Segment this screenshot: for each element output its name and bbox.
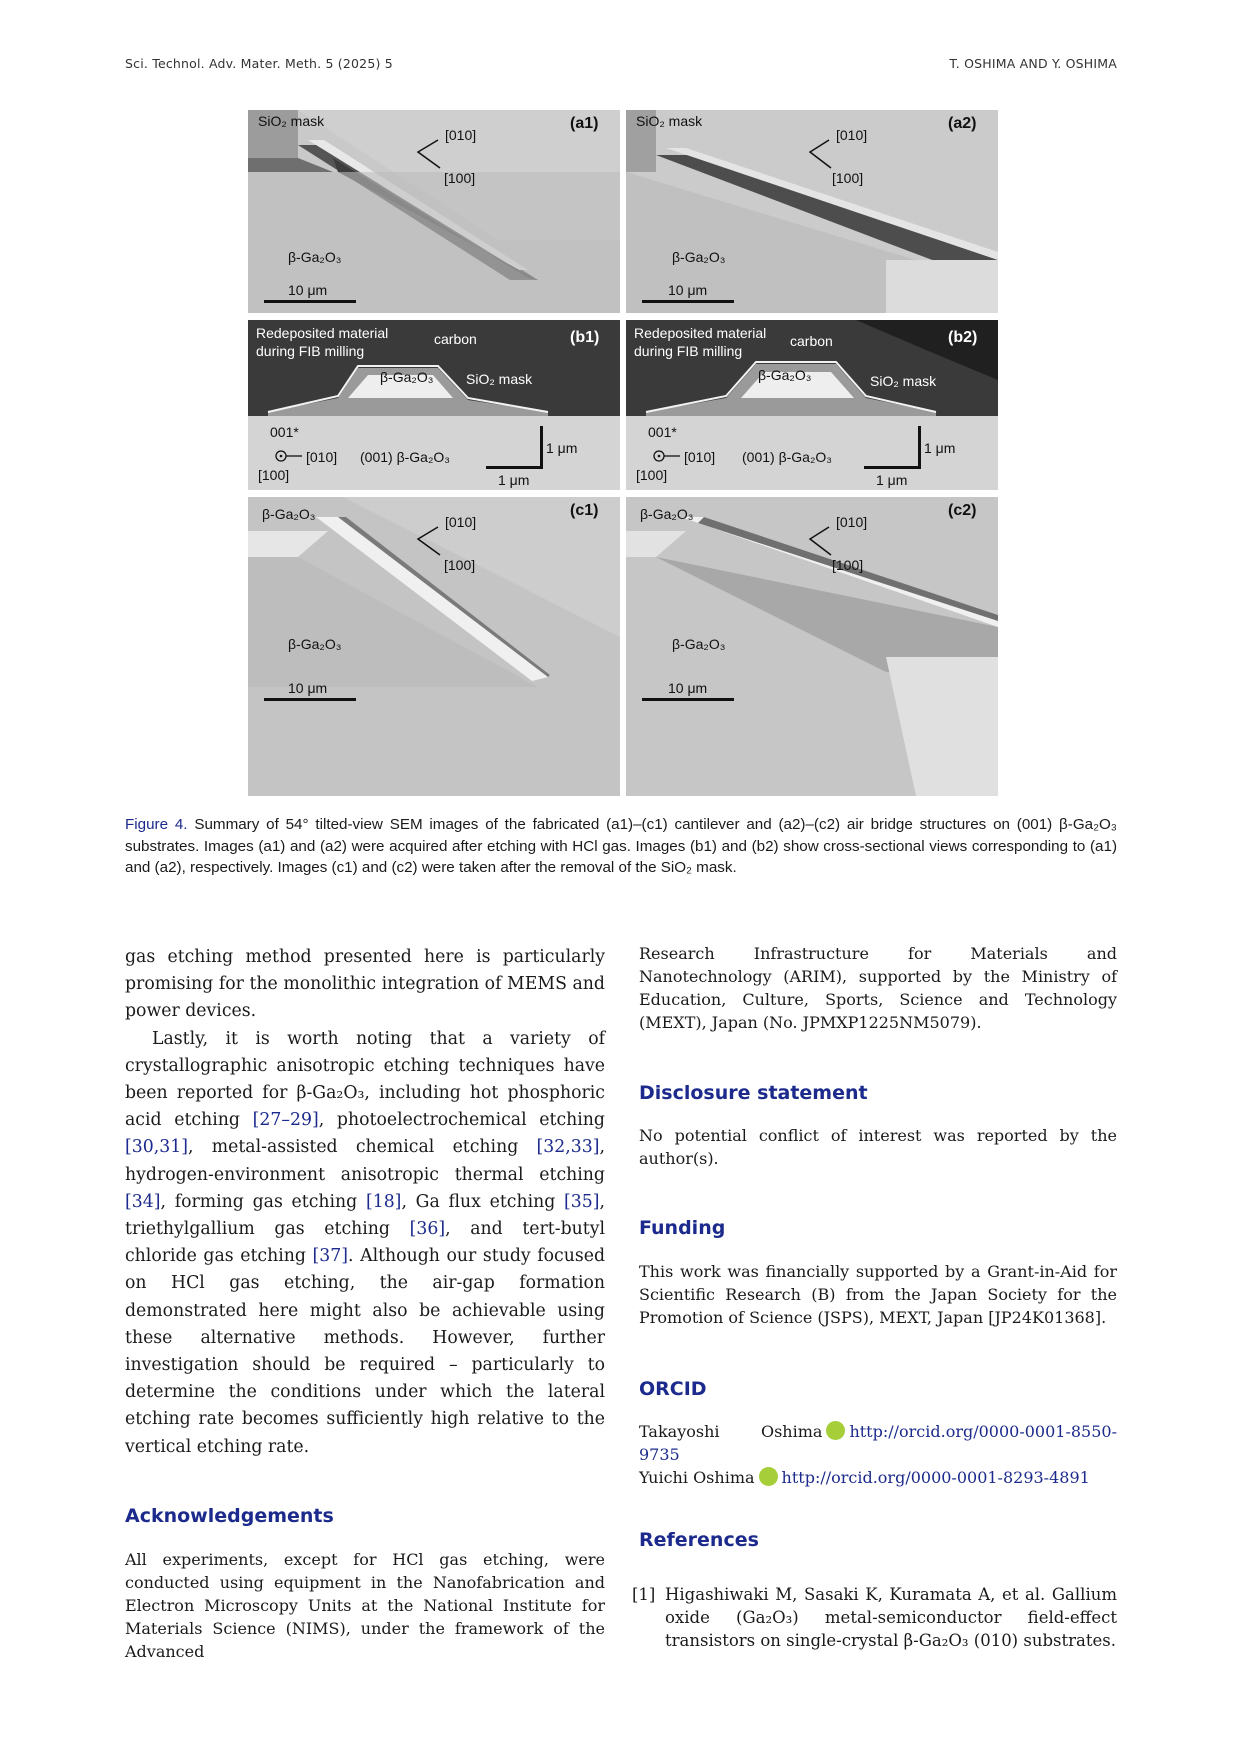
a1-mask-label: SiO₂ mask bbox=[258, 113, 325, 129]
figure-4 bbox=[248, 110, 998, 796]
orcid-entry-1: Takayoshi Oshima http://orcid.org/0000-0001-8550-9735 bbox=[639, 1422, 1117, 1464]
b1-label: (b1) bbox=[570, 329, 600, 346]
citation-link[interactable]: [27–29] bbox=[252, 1110, 319, 1131]
a2-label: (a2) bbox=[948, 115, 977, 132]
b1-axis-001: 001* bbox=[270, 424, 299, 440]
c1-dir-100: [100] bbox=[444, 557, 476, 573]
reference-text: Higashiwaki M, Sasaki K, Kuramata A, et al. Gallium oxide (Ga₂O₃) metal-semiconductor field-effect transistors on single-crystal β-Ga₂O₃ (010) substrates. bbox=[665, 1585, 1117, 1650]
reference-number: [1] bbox=[632, 1585, 656, 1604]
orcid-icon bbox=[826, 1421, 845, 1440]
b2-mask: SiO₂ mask bbox=[870, 373, 937, 389]
a1-dir-100: [100] bbox=[444, 170, 476, 186]
b1-axis-010: [010] bbox=[306, 449, 338, 465]
panel-a2 bbox=[626, 110, 998, 313]
orcid-list bbox=[639, 1420, 1117, 1489]
figure-caption-text: Summary of 54° tilted-view SEM images of the fabricated (a1)–(c1) cantilever and (a2)–(c2) air bridge structures on (001) β-Ga₂O₃ substrates. Images (a1) and (a2) were acquired after etching with HCl gas. Images (b1) and (b2) show cross-sectional views corresponding to (a1) and (a2), respectively. Images (c1) and (c2) were taken after the removal of the SiO₂ mask. bbox=[125, 816, 1117, 876]
a1-material: β-Ga₂O₃ bbox=[288, 249, 342, 265]
citation-link[interactable]: [30,31] bbox=[125, 1137, 188, 1158]
b2-scale-h: 1 μm bbox=[876, 472, 908, 488]
b2-axis-001: 001* bbox=[648, 424, 677, 440]
c1-top: β-Ga₂O₃ bbox=[262, 506, 316, 522]
b1-substrate: (001) β-Ga₂O₃ bbox=[360, 449, 450, 465]
a1-dir-010: [010] bbox=[445, 127, 477, 143]
references-heading: References bbox=[639, 1529, 759, 1551]
figure-caption bbox=[125, 814, 1117, 879]
figure-caption-label: Figure 4. bbox=[125, 816, 188, 833]
citation-link[interactable]: [34] bbox=[125, 1191, 161, 1212]
a2-material: β-Ga₂O₃ bbox=[672, 249, 726, 265]
a2-mask-label: SiO₂ mask bbox=[636, 113, 703, 129]
c1-dir-010: [010] bbox=[445, 514, 477, 530]
c2-dir-010: [010] bbox=[836, 514, 868, 530]
left-column bbox=[125, 944, 605, 1461]
orcid-entry-2: Yuichi Oshima http://orcid.org/0000-0001-8293-4891 bbox=[639, 1468, 1090, 1487]
citation-link[interactable]: [32,33] bbox=[536, 1137, 600, 1158]
b1-carbon: carbon bbox=[434, 331, 477, 347]
a1-scale: 10 μm bbox=[288, 282, 328, 298]
b1-scale-v: 1 μm bbox=[546, 440, 578, 456]
running-header-authors: T. OSHIMA AND Y. OSHIMA bbox=[949, 56, 1117, 71]
c2-label: (c2) bbox=[948, 502, 977, 519]
a2-dir-100: [100] bbox=[832, 170, 864, 186]
paragraph-2: Lastly, it is worth noting that a variety of crystallographic anisotropic etching techniques have been reported for β-Ga₂O₃, including hot phosphoric acid etching [27–29], photoelectrochemical etching [30,31], metal-assisted chemical etching [32,33], hydrogen-environment anisotropic thermal etching [34], forming gas etching [18], Ga flux etching [35], triethylgallium gas etching [36], and tert-butyl chloride gas etching [37]. Although our study focused on HCl gas etching, the air-gap formation demonstrated here might also be achievable using these alternative methods. However, further investigation should be required – particularly to determine the conditions under which the lateral etching rate becomes sufficiently high relative to the vertical etching rate. bbox=[125, 1028, 606, 1457]
b2-label: (b2) bbox=[948, 329, 978, 346]
acknowledgements-text: All experiments, except for HCl gas etching, were conducted using equipment in the Nanofabrication and Electron Microscopy Units at the National Institute for Materials Science (NIMS), under the framework of the Advanced bbox=[125, 1550, 605, 1661]
panel-a1 bbox=[248, 110, 620, 313]
running-header-journal: Sci. Technol. Adv. Mater. Meth. 5 (2025) 5 bbox=[125, 56, 393, 71]
a1-label: (a1) bbox=[570, 115, 599, 132]
citation-link[interactable]: [35] bbox=[564, 1191, 600, 1212]
citation-link[interactable]: [36] bbox=[409, 1219, 446, 1240]
b2-scale-v: 1 μm bbox=[924, 440, 956, 456]
c1-label: (c1) bbox=[570, 502, 599, 519]
b1-mask: SiO₂ mask bbox=[466, 371, 533, 387]
acknowledgements-heading: Acknowledgements bbox=[125, 1505, 334, 1527]
panel-c2 bbox=[626, 497, 998, 796]
b2-redep-1: Redeposited material bbox=[634, 325, 767, 341]
c2-dir-100: [100] bbox=[832, 557, 864, 573]
b2-axis-100: [100] bbox=[636, 467, 668, 483]
c1-material: β-Ga₂O₃ bbox=[288, 636, 342, 652]
b1-redep-2: during FIB milling bbox=[256, 343, 365, 359]
c2-top: β-Ga₂O₃ bbox=[640, 506, 694, 522]
c2-material: β-Ga₂O₃ bbox=[672, 636, 726, 652]
panel-c1 bbox=[248, 497, 620, 796]
reference-1 bbox=[632, 1583, 1117, 1652]
a2-scale: 10 μm bbox=[668, 282, 708, 298]
b1-scale-h: 1 μm bbox=[498, 472, 530, 488]
orcid-link-1[interactable]: http://orcid.org/0000-0001-8550-9735 bbox=[639, 1422, 1117, 1464]
a2-dir-010: [010] bbox=[836, 127, 868, 143]
panel-b1 bbox=[248, 320, 620, 490]
c1-scale: 10 μm bbox=[288, 680, 328, 696]
b2-redep-2: during FIB milling bbox=[634, 343, 743, 359]
b2-substrate: (001) β-Ga₂O₃ bbox=[742, 449, 832, 465]
b1-material: β-Ga₂O₃ bbox=[380, 369, 434, 385]
b1-redep-1: Redeposited material bbox=[256, 325, 389, 341]
disclosure-heading: Disclosure statement bbox=[639, 1082, 868, 1104]
disclosure-text: No potential conflict of interest was reported by the author(s). bbox=[639, 1126, 1117, 1168]
paragraph-1: gas etching method presented here is particularly promising for the monolithic integration of MEMS and power devices. bbox=[125, 947, 605, 1022]
orcid-link-2[interactable]: http://orcid.org/0000-0001-8293-4891 bbox=[781, 1468, 1090, 1487]
c2-scale: 10 μm bbox=[668, 680, 708, 696]
b1-axis-100: [100] bbox=[258, 467, 290, 483]
orcid-icon bbox=[759, 1467, 778, 1486]
funding-heading: Funding bbox=[639, 1217, 726, 1239]
b2-axis-010: [010] bbox=[684, 449, 716, 465]
citation-link[interactable]: [18] bbox=[365, 1191, 402, 1212]
citation-link[interactable]: [37] bbox=[312, 1246, 349, 1267]
panel-b2 bbox=[626, 320, 998, 490]
funding-text: This work was financially supported by a Grant-in-Aid for Scientific Research (B) from the Japan Society for the Promotion of Science (JSPS), MEXT, Japan [JP24K01368]. bbox=[639, 1262, 1117, 1327]
orcid-heading: ORCID bbox=[639, 1378, 707, 1400]
b2-carbon: carbon bbox=[790, 333, 833, 349]
acknowledgements-continued: Research Infrastructure for Materials and Nanotechnology (ARIM), supported by the Ministry of Education, Culture, Sports, Science and Technology (MEXT), Japan (No. JPMXP1225NM5079). bbox=[639, 944, 1117, 1032]
b2-material: β-Ga₂O₃ bbox=[758, 367, 812, 383]
